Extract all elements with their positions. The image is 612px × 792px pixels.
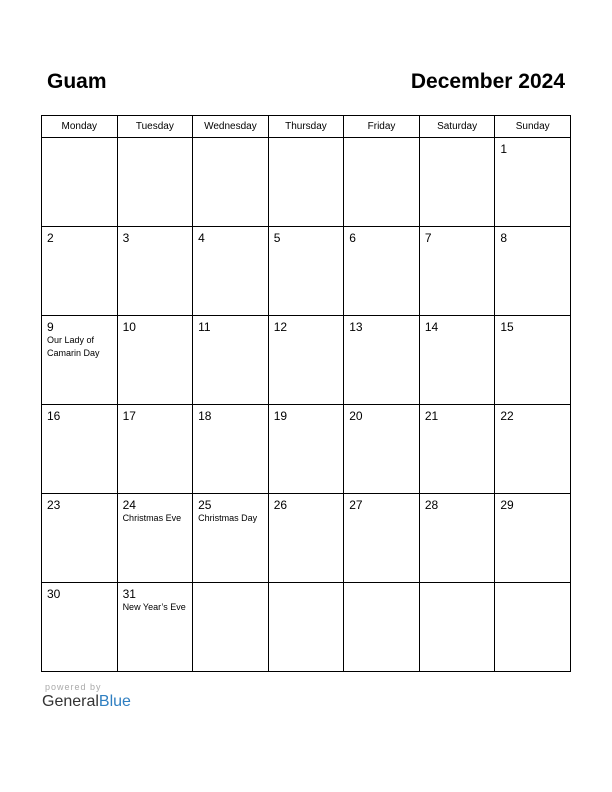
day-cell [117,494,193,583]
day-cell [268,227,344,316]
footer-branding [42,682,131,711]
day-number: 18 [198,409,212,423]
weekday-header: Friday [344,116,420,138]
day-cell [344,405,420,494]
day-cell [344,227,420,316]
holiday-label: New Year’s Eve [122,602,186,612]
day-cell [193,316,269,405]
calendar-grid [41,115,571,672]
day-cell [42,494,118,583]
day-number: 25 [198,498,212,512]
day-cell [42,138,118,227]
day-number: 31 [122,587,136,601]
day-cell [117,583,193,672]
day-number: 14 [424,320,439,334]
day-cell [193,494,269,583]
day-cell [495,583,571,672]
day-cell [268,494,344,583]
day-cell [268,405,344,494]
day-number: 5 [273,231,281,245]
day-number: 10 [122,320,136,334]
week-row [42,583,571,672]
day-cell [268,138,344,227]
weekday-header-row [42,116,571,138]
day-cell [344,138,420,227]
weekday-header: Wednesday [193,116,269,138]
day-cell [42,227,118,316]
day-number: 22 [500,409,514,423]
day-cell [117,316,193,405]
day-cell [193,227,269,316]
day-number: 4 [198,231,205,245]
day-cell [419,405,495,494]
brand-general-text: General [42,693,99,710]
day-number: 13 [349,320,363,334]
day-number: 3 [122,231,130,245]
day-cell [268,316,344,405]
day-cell [495,405,571,494]
day-number: 29 [500,498,514,512]
day-number: 6 [349,231,356,245]
day-number: 9 [47,320,54,334]
day-number: 21 [424,409,439,423]
day-number: 30 [47,587,61,601]
day-number: 27 [349,498,363,512]
day-number: 24 [122,498,136,512]
week-row [42,316,571,405]
weekday-header: Monday [42,116,118,138]
day-number: 12 [273,320,288,334]
holiday-label: Christmas Day [198,513,258,523]
day-number: 1 [500,142,508,156]
day-cell [419,583,495,672]
day-cell [495,138,571,227]
day-number: 8 [500,231,508,245]
day-cell [193,138,269,227]
holiday-label: Christmas Eve [122,513,182,523]
holiday-label: Our Lady of Camarin Day [47,335,100,358]
day-cell [419,227,495,316]
day-number: 11 [198,320,211,334]
day-cell [117,138,193,227]
day-number: 17 [122,409,136,423]
day-number: 19 [273,409,288,423]
powered-by-text: powered by [45,682,102,692]
day-number: 28 [424,498,439,512]
weekday-header: Saturday [419,116,495,138]
day-number: 2 [47,231,54,245]
brand-blue-text: Blue [98,693,131,710]
day-cell [419,494,495,583]
day-number: 16 [47,409,61,423]
day-cell [42,583,118,672]
day-cell [495,227,571,316]
day-cell [117,227,193,316]
weekday-header: Sunday [495,116,571,138]
week-row [42,227,571,316]
day-cell [117,405,193,494]
day-number: 15 [500,320,514,334]
weekday-header: Tuesday [117,116,193,138]
calendar-body [42,138,571,672]
month-year-title: December 2024 [410,70,565,93]
day-cell [419,316,495,405]
brand-logo[interactable] [42,693,131,711]
week-row [42,405,571,494]
week-row [42,494,571,583]
day-cell [268,583,344,672]
country-title: Guam [47,70,107,93]
day-number: 26 [273,498,288,512]
day-cell [344,494,420,583]
weekday-header: Thursday [268,116,344,138]
day-cell [495,494,571,583]
day-cell [344,583,420,672]
day-cell [193,583,269,672]
day-number: 7 [424,231,432,245]
day-cell [193,405,269,494]
day-number: 23 [47,498,61,512]
day-number: 20 [349,409,363,423]
day-cell [344,316,420,405]
day-cell [42,405,118,494]
day-cell [419,138,495,227]
day-cell [495,316,571,405]
week-row [42,138,571,227]
day-cell [42,316,118,405]
